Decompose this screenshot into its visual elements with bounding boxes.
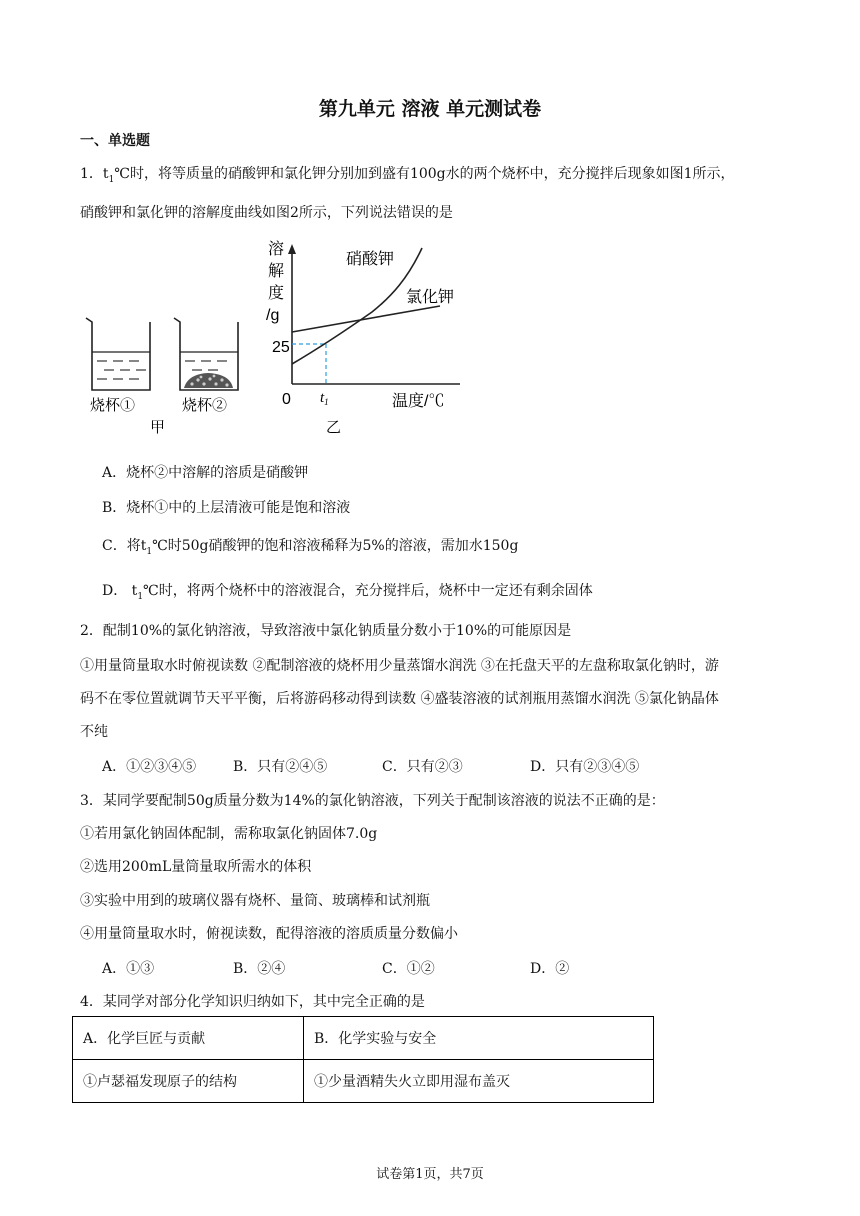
q3-statement-4: ④用量筒量取水时，俯视读数，配得溶液的溶质质量分数偏小 bbox=[80, 926, 458, 942]
y-tick-25: 25 bbox=[272, 339, 290, 356]
q4-table bbox=[72, 1016, 654, 1103]
q2-option-d[interactable]: D．只有②③④⑤ bbox=[530, 759, 640, 775]
table-row bbox=[73, 1060, 654, 1103]
q1-option-a[interactable]: A．烧杯②中溶解的溶质是硝酸钾 bbox=[102, 465, 309, 481]
y-axis-arrow bbox=[288, 244, 296, 254]
beaker-1-label: 烧杯① bbox=[90, 397, 136, 414]
curve-kcl bbox=[292, 306, 440, 332]
q2-stem: 2．配制10%的氯化钠溶液，导致溶液中氯化钠质量分数小于10%的可能原因是 bbox=[80, 623, 572, 639]
q3-option-d[interactable]: D．② bbox=[530, 961, 570, 977]
q2-line2: ①用量筒量取水时俯视读数 ②配制溶液的烧杯用少量蒸馏水润洗 ③在托盘天平的左盘称取氯化钠时，游 bbox=[80, 658, 719, 674]
table-cell: B．化学实验与安全 bbox=[304, 1017, 654, 1060]
q1-option-c[interactable]: C．将$t_1℃$时50g硝酸钾的饱和溶液稀释为5%的溶液，需加水150g bbox=[102, 538, 519, 557]
series-label-kcl: 氯化钾 bbox=[406, 289, 455, 306]
q1-figure bbox=[80, 232, 480, 446]
table-row bbox=[73, 1017, 654, 1060]
beaker-1 bbox=[86, 318, 150, 390]
q3-stem: 3．某同学要配制50g质量分数为14%的氯化钠溶液，下列关于配制该溶液的说法不正确的是： bbox=[80, 793, 665, 809]
q3-statement-1: ①若用氯化钠固体配制，需称取氯化钠固体7.0g bbox=[80, 826, 378, 842]
beaker-2 bbox=[174, 318, 238, 390]
x-axis-label: 温度/℃ bbox=[392, 393, 445, 410]
q3-statement-2: ②选用200mL量筒量取所需水的体积 bbox=[80, 859, 312, 875]
table-cell: ①卢瑟福发现原子的结构 bbox=[73, 1060, 304, 1103]
q3-option-a[interactable]: A．①③ bbox=[102, 961, 155, 977]
figure-caption-right: 乙 bbox=[326, 419, 342, 436]
y-axis-label-3: 度 bbox=[268, 285, 285, 302]
table-cell: A．化学巨匠与贡献 bbox=[73, 1017, 304, 1060]
table-cell: ①少量酒精失火立即用湿布盖灭 bbox=[304, 1060, 654, 1103]
q1-line2: 硝酸钾和氯化钾的溶解度曲线如图2所示，下列说法错误的是 bbox=[80, 205, 453, 221]
page-title: 第九单元 溶液 单元测试卷 bbox=[318, 98, 542, 120]
q2-option-a[interactable]: A．①②③④⑤ bbox=[102, 759, 197, 775]
q1-line1: 1．$t_1℃$时，将等质量的硝酸钾和氯化钾分别加到盛有100g水的两个烧杯中，充分搅拌后现象如图1所示， bbox=[80, 166, 735, 185]
figure-caption-left: 甲 bbox=[150, 419, 166, 436]
q1-option-d[interactable]: D． $t_1℃$时，将两个烧杯中的溶液混合，充分搅拌后，烧杯中一定还有剩余固体 bbox=[102, 583, 593, 602]
q3-statement-3: ③实验中用到的玻璃仪器有烧杯、量筒、玻璃棒和试剂瓶 bbox=[80, 893, 430, 909]
solubility-chart bbox=[266, 240, 460, 436]
q2-line3: 码不在零位置就调节天平平衡，后将游码移动得到读数 ④盛装溶液的试剂瓶用蒸馏水润洗 ⑤氯化钠晶体 bbox=[80, 691, 719, 707]
q4-stem: 4．某同学对部分化学知识归纳如下，其中完全正确的是 bbox=[80, 994, 425, 1010]
origin-label: 0 bbox=[282, 391, 291, 408]
beaker-2-label: 烧杯② bbox=[182, 397, 228, 414]
q3-option-b[interactable]: B．②④ bbox=[233, 961, 286, 977]
y-axis-label-4: /g bbox=[266, 307, 280, 324]
q2-option-c[interactable]: C．只有②③ bbox=[382, 759, 463, 775]
y-axis-label-2: 解 bbox=[268, 263, 285, 280]
section-heading: 一、单选题 bbox=[80, 133, 150, 149]
q2-line4: 不纯 bbox=[80, 724, 108, 740]
page-footer: 试卷第1页，共7页 bbox=[376, 1167, 484, 1182]
q1-option-b[interactable]: B．烧杯①中的上层清液可能是饱和溶液 bbox=[102, 500, 351, 516]
q1-number: 1． bbox=[80, 166, 103, 182]
q2-option-b[interactable]: B．只有②④⑤ bbox=[233, 759, 328, 775]
x-tick-t1: $t_1$ bbox=[320, 390, 329, 407]
q3-option-c[interactable]: C．①② bbox=[382, 961, 435, 977]
y-axis-label-1: 溶 bbox=[268, 241, 285, 258]
series-label-kno3: 硝酸钾 bbox=[346, 251, 395, 268]
